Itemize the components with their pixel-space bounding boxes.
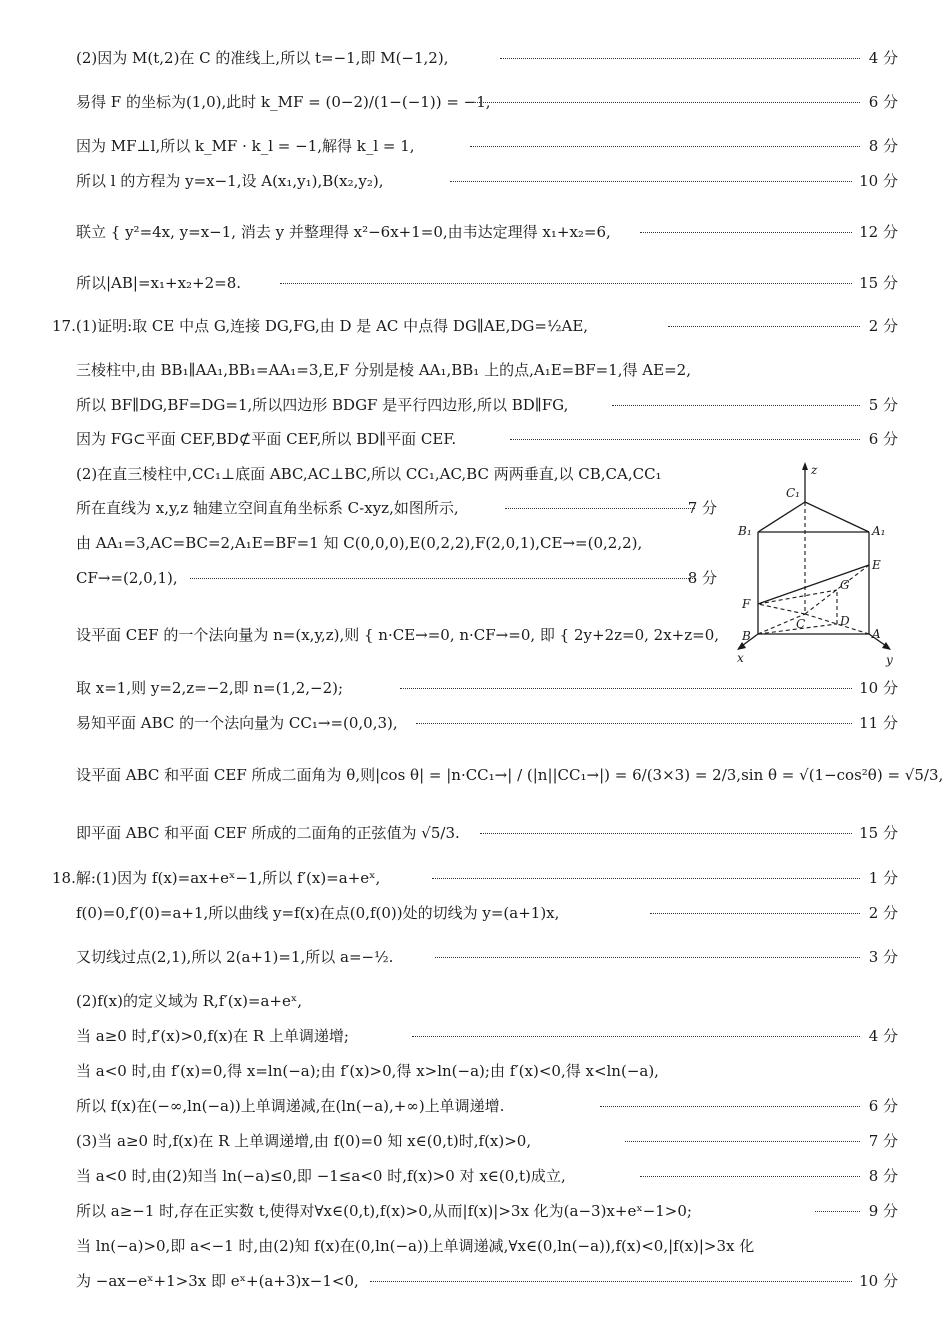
leader-dots xyxy=(650,913,860,914)
line-text: (2)因为 M(t,2)在 C 的准线上,所以 t=−1,即 M(−1,2), xyxy=(76,49,449,67)
line-text: 设平面 ABC 和平面 CEF 所成二面角为 θ,则|cos θ| = |n·CC₁→| / (|n||CC₁→|) = 6/(3×3) = 2/3,sin θ = √(1−cos²θ) = √5/3, xyxy=(76,766,944,784)
solution-line xyxy=(0,898,950,928)
solution-line xyxy=(0,166,950,196)
line-text: f(0)=0,f′(0)=a+1,所以曲线 y=f(x)在点(0,f(0))处的切线为 y=(a+1)x, xyxy=(76,904,560,922)
line-text: (2)在直三棱柱中,CC₁⊥底面 ABC,AC⊥BC,所以 CC₁,AC,BC 两两垂直,以 CB,CA,CC₁ xyxy=(76,465,662,483)
line-text: 取 x=1,则 y=2,z=−2,即 n=(1,2,−2); xyxy=(76,679,344,697)
line-text: 当 a<0 时,由(2)知当 ln(−a)≤0,即 −1≤a<0 时,f(x)>0 对 x∈(0,t)成立, xyxy=(76,1167,566,1185)
leader-dots xyxy=(416,723,852,724)
solution-line xyxy=(0,424,950,454)
line-text: 易得 F 的坐标为(1,0),此时 k_MF = (0−2)/(1−(−1)) = −1, xyxy=(76,93,491,111)
score-mark: 15 分 xyxy=(859,824,898,842)
label-E: E xyxy=(872,558,881,572)
leader-dots xyxy=(510,439,860,440)
score-mark: 10 分 xyxy=(859,679,898,697)
line-text: 所以 l 的方程为 y=x−1,设 A(x₁,y₁),B(x₂,y₂), xyxy=(76,172,384,190)
score-mark: 7 分 xyxy=(868,1132,898,1150)
solution-line xyxy=(0,863,950,893)
label-B: B xyxy=(742,629,751,643)
leader-dots xyxy=(600,1106,860,1107)
line-text: 易知平面 ABC 的一个法向量为 CC₁→=(0,0,3), xyxy=(76,714,398,732)
label-G: G xyxy=(840,578,850,592)
leader-dots xyxy=(668,326,860,327)
score-mark: 10 分 xyxy=(859,1272,898,1290)
y-axis-arrow-icon xyxy=(882,642,891,650)
solution-line xyxy=(0,355,950,385)
line-text: 18.解:(1)因为 f(x)=ax+eˣ−1,所以 f′(x)=a+eˣ, xyxy=(52,869,381,887)
line-text: 所在直线为 x,y,z 轴建立空间直角坐标系 C-xyz,如图所示, xyxy=(76,499,459,517)
leader-dots xyxy=(450,181,852,182)
line-text: 联立 { y²=4x, y=x−1, 消去 y 并整理得 x²−6x+1=0,由韦达定理得 x₁+x₂=6, xyxy=(76,223,611,241)
solution-line xyxy=(0,1161,950,1191)
score-mark: 1 分 xyxy=(868,869,898,887)
score-mark: 6 分 xyxy=(868,93,898,111)
score-mark: 9 分 xyxy=(868,1202,898,1220)
leader-dots xyxy=(470,102,860,103)
leader-dots xyxy=(625,1141,860,1142)
line-text: 当 ln(−a)>0,即 a<−1 时,由(2)知 f(x)在(0,ln(−a))上单调递减,∀x∈(0,ln(−a)),f(x)<0,|f(x)|>3x 化 xyxy=(76,1237,755,1255)
solution-line xyxy=(0,217,950,247)
leader-dots xyxy=(432,878,860,879)
line-text: 所以 BF∥DG,BF=DG=1,所以四边形 BDGF 是平行四边形,所以 BD∥FG, xyxy=(76,396,569,414)
label-F: F xyxy=(742,597,751,611)
solution-line xyxy=(0,1196,950,1226)
score-mark: 4 分 xyxy=(868,1027,898,1045)
leader-dots xyxy=(500,58,860,59)
leader-dots xyxy=(470,146,860,147)
score-mark: 8 分 xyxy=(868,137,898,155)
solution-line xyxy=(0,1056,950,1086)
solution-line xyxy=(0,1266,950,1296)
line-text: 又切线过点(2,1),所以 2(a+1)=1,所以 a=−½. xyxy=(76,948,394,966)
solution-line xyxy=(0,1231,950,1261)
segment-CF-hidden xyxy=(758,604,805,614)
line-text: 由 AA₁=3,AC=BC=2,A₁E=BF=1 知 C(0,0,0),E(0,2,2),F(2,0,1),CE→=(0,2,2), xyxy=(76,534,643,552)
line-text: (2)f(x)的定义域为 R,f′(x)=a+eˣ, xyxy=(76,992,302,1010)
score-mark: 2 分 xyxy=(868,904,898,922)
leader-dots xyxy=(480,833,852,834)
segment-FE xyxy=(758,565,869,604)
leader-dots xyxy=(640,232,852,233)
score-mark: 3 分 xyxy=(868,948,898,966)
solution-line xyxy=(0,43,950,73)
line-text: 所以|AB|=x₁+x₂+2=8. xyxy=(76,274,242,292)
label-x: x xyxy=(737,651,744,665)
solution-line xyxy=(0,673,950,703)
line-text: 所以 f(x)在(−∞,ln(−a))上单调递减,在(ln(−a),+∞)上单调递增. xyxy=(76,1097,505,1115)
score-mark: 6 分 xyxy=(868,430,898,448)
label-y: y xyxy=(886,653,893,667)
leader-dots xyxy=(612,405,860,406)
score-mark: 15 分 xyxy=(859,274,898,292)
leader-dots xyxy=(370,1281,852,1282)
line-text: 17.(1)证明:取 CE 中点 G,连接 DG,FG,由 D 是 AC 中点得 DG∥AE,DG=½AE, xyxy=(52,317,589,335)
score-mark: 8 分 xyxy=(868,1167,898,1185)
leader-dots xyxy=(640,1176,860,1177)
score-mark: 6 分 xyxy=(868,1097,898,1115)
line-text: CF→=(2,0,1), xyxy=(76,569,178,587)
solution-line xyxy=(0,1021,950,1051)
score-mark: 2 分 xyxy=(868,317,898,335)
score-mark: 12 分 xyxy=(859,223,898,241)
line-text: 因为 MF⊥l,所以 k_MF · k_l = −1,解得 k_l = 1, xyxy=(76,137,415,155)
score-mark: 8 分 xyxy=(687,569,717,587)
prism-coordinate-figure xyxy=(726,462,904,668)
score-mark: 10 分 xyxy=(859,172,898,190)
label-A1: A₁ xyxy=(872,524,886,538)
line-text: (3)当 a≥0 时,f(x)在 R 上单调递增,由 f(0)=0 知 x∈(0,t)时,f(x)>0, xyxy=(76,1132,532,1150)
edge-C1B1 xyxy=(758,502,805,532)
line-text: 即平面 ABC 和平面 CEF 所成的二面角的正弦值为 √5/3. xyxy=(76,824,460,842)
line-text: 当 a≥0 时,f′(x)>0,f(x)在 R 上单调递增; xyxy=(76,1027,349,1045)
leader-dots xyxy=(190,578,695,579)
leader-dots xyxy=(412,1036,860,1037)
leader-dots xyxy=(505,508,695,509)
solution-line xyxy=(0,986,950,1016)
line-text: 三棱柱中,由 BB₁∥AA₁,BB₁=AA₁=3,E,F 分别是棱 AA₁,BB₁ 上的点,A₁E=BF=1,得 AE=2, xyxy=(76,361,691,379)
label-C1: C₁ xyxy=(786,486,800,500)
segment-FG-hidden xyxy=(758,590,837,604)
solution-line xyxy=(0,818,950,848)
edge-C1A1 xyxy=(805,502,869,532)
solution-line xyxy=(0,131,950,161)
solution-line xyxy=(0,268,950,298)
solution-line xyxy=(0,1091,950,1121)
label-D: D xyxy=(840,614,850,628)
solution-line xyxy=(0,1126,950,1156)
solution-line xyxy=(0,87,950,117)
score-mark: 11 分 xyxy=(859,714,898,732)
solution-line xyxy=(0,390,950,420)
label-z: z xyxy=(811,463,818,477)
line-text: 设平面 CEF 的一个法向量为 n=(x,y,z),则 { n·CE→=0, n·CF→=0, 即 { 2y+2z=0, 2x+z=0, xyxy=(76,626,720,644)
score-mark: 5 分 xyxy=(868,396,898,414)
line-text: 所以 a≥−1 时,存在正实数 t,使得对∀x∈(0,t),f(x)>0,从而|f(x)|>3x 化为(a−3)x+eˣ−1>0; xyxy=(76,1202,692,1220)
leader-dots xyxy=(400,688,852,689)
line-text: 为 −ax−eˣ+1>3x 即 eˣ+(a+3)x−1<0, xyxy=(76,1272,359,1290)
score-mark: 4 分 xyxy=(868,49,898,67)
z-axis-arrow-icon xyxy=(802,462,808,470)
line-text: 因为 FG⊂平面 CEF,BD⊄平面 CEF,所以 BD∥平面 CEF. xyxy=(76,430,457,448)
label-C: C xyxy=(796,617,806,631)
score-mark: 7 分 xyxy=(687,499,717,517)
solution-line xyxy=(0,942,950,972)
solution-line xyxy=(0,311,950,341)
line-text: 当 a<0 时,由 f′(x)=0,得 x=ln(−a);由 f′(x)>0,得 x>ln(−a);由 f′(x)<0,得 x<ln(−a), xyxy=(76,1062,659,1080)
leader-dots xyxy=(435,957,860,958)
label-A: A xyxy=(872,627,881,641)
solution-line xyxy=(0,760,950,790)
label-B1: B₁ xyxy=(738,524,752,538)
leader-dots xyxy=(280,283,852,284)
leader-dots xyxy=(815,1211,860,1212)
solution-line xyxy=(0,708,950,738)
